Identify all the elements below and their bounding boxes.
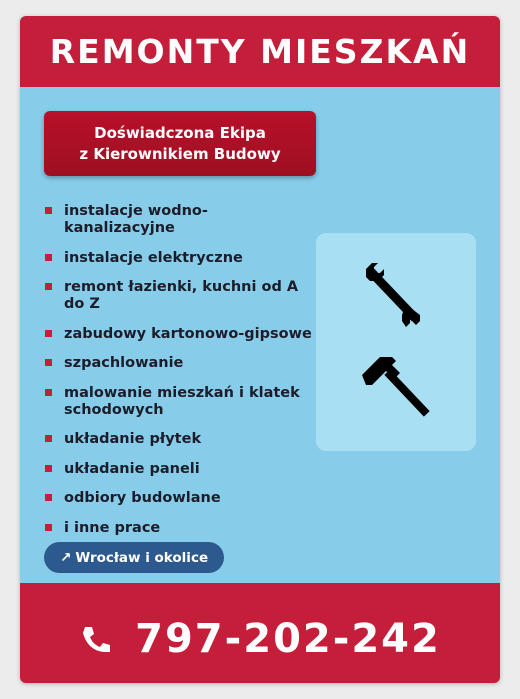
service-label: odbiory budowlane [64, 490, 221, 506]
bullet-icon [45, 494, 52, 501]
banner-line-2: z Kierownikiem Budowy [79, 144, 281, 163]
phone-icon [79, 624, 113, 654]
bullet-icon [45, 254, 52, 261]
banner-line-1: Doświadczona Ekipa [94, 123, 266, 142]
service-label: układanie płytek [64, 431, 202, 447]
services-list [45, 203, 315, 549]
service-label: instalacje elektryczne [64, 249, 243, 266]
list-item [45, 279, 315, 313]
service-label: instalacje wodno-kanalizacyjne [64, 203, 208, 236]
footer [20, 583, 500, 683]
list-item [45, 490, 315, 507]
service-label: remont łazienki, kuchni od A do Z [64, 279, 299, 312]
header [20, 16, 500, 87]
bullet-icon [45, 207, 52, 214]
service-label: szpachlowanie [64, 355, 184, 371]
bullet-icon [45, 465, 52, 472]
experience-banner [44, 111, 316, 176]
phone-number: 797-202-242 [135, 616, 441, 662]
list-item [45, 431, 315, 448]
bullet-icon [45, 283, 52, 290]
location-badge[interactable] [44, 542, 224, 573]
page-title: REMONTY MIESZKAŃ [49, 32, 471, 71]
list-item [45, 250, 315, 267]
list-item [45, 385, 315, 419]
bullet-icon [45, 524, 52, 531]
phone-contact[interactable] [79, 616, 441, 662]
service-label: układanie paneli [64, 460, 200, 477]
tools-panel [316, 233, 476, 451]
flyer-card [20, 16, 500, 683]
bullet-icon [45, 435, 52, 442]
list-item [45, 520, 315, 537]
list-item [45, 461, 315, 478]
bullet-icon [45, 330, 52, 337]
hammer-icon [358, 351, 432, 421]
service-label: i inne prace [64, 519, 161, 536]
list-item [45, 203, 315, 237]
service-label: malowanie mieszkań i klatek schodowych [64, 384, 300, 418]
location-label: Wrocław i okolice [75, 549, 209, 566]
bullet-icon [45, 359, 52, 366]
wrench-icon [360, 259, 432, 331]
list-item [45, 355, 315, 372]
service-label: zabudowy kartonowo-gipsowe [64, 325, 312, 342]
arrow-icon: ↗ [60, 549, 72, 566]
list-item [45, 326, 315, 343]
bullet-icon [45, 389, 52, 396]
